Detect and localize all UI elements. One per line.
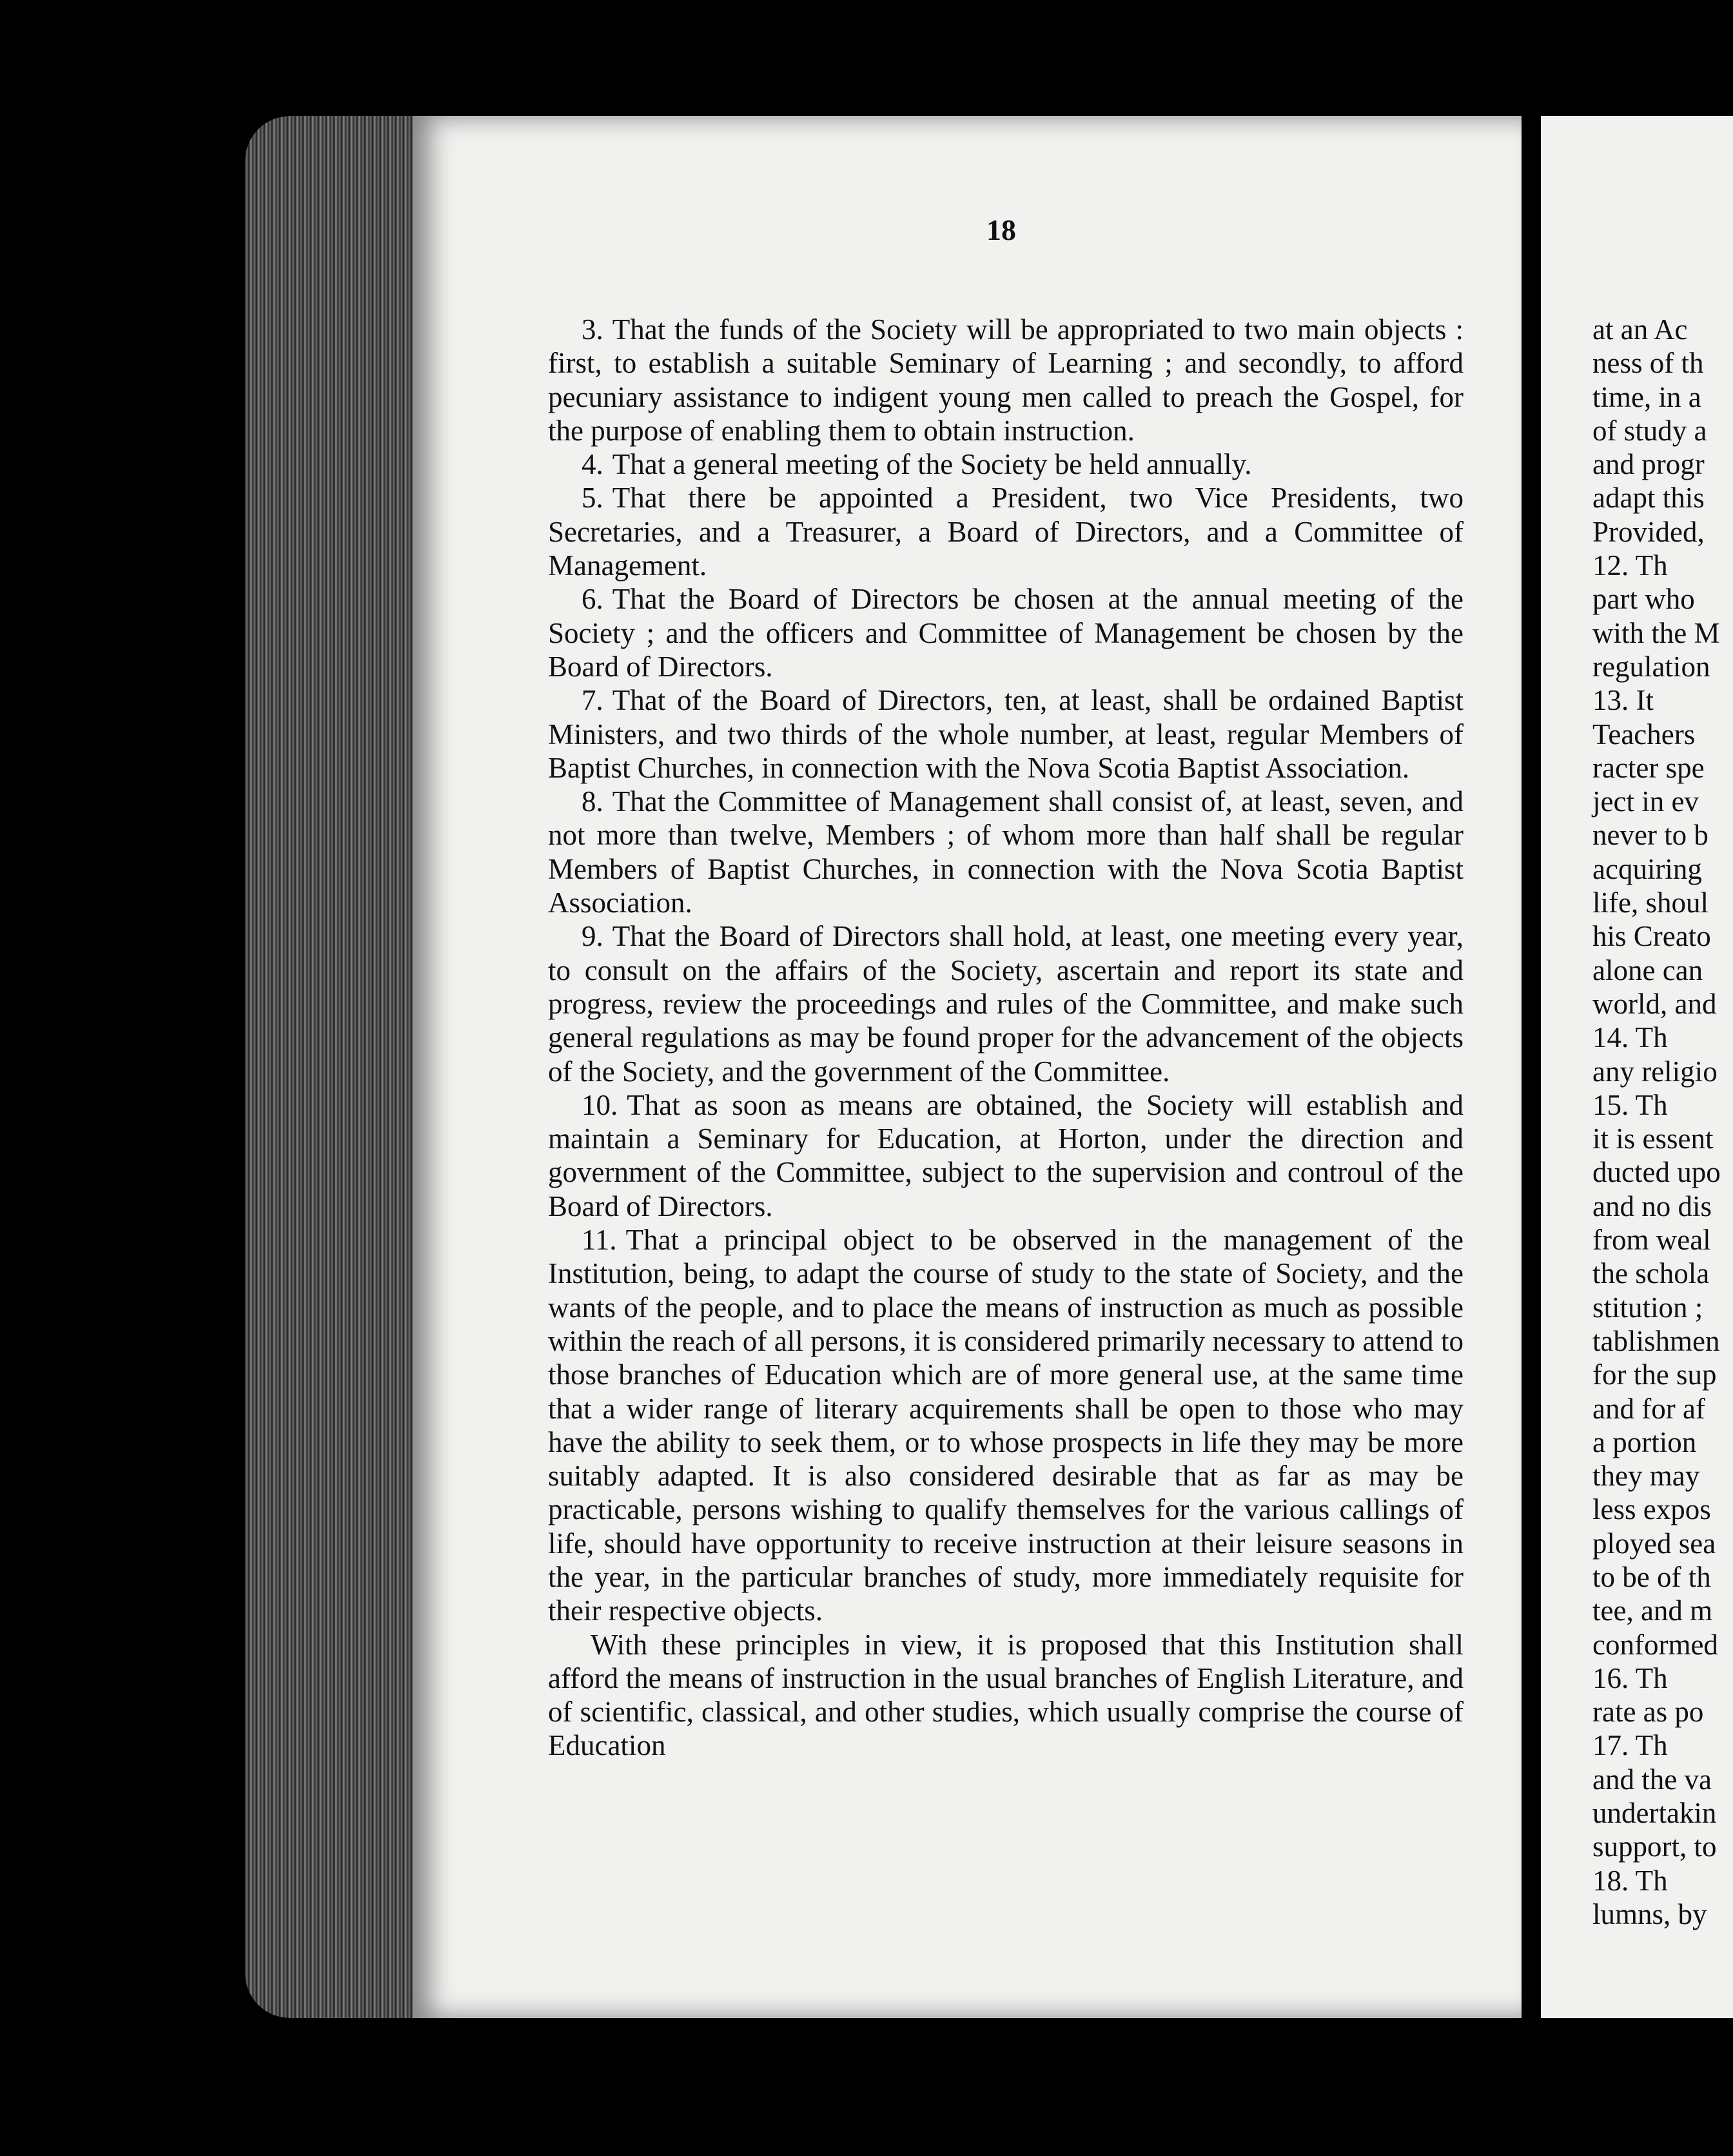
facing-page-line: ject in ev — [1592, 785, 1699, 818]
facing-page-line: stitution ; — [1592, 1291, 1703, 1324]
facing-page-line: adapt this — [1592, 482, 1705, 514]
paragraph: 4. That a general meeting of the Society be held annually. — [582, 448, 1252, 481]
facing-page-line: his Creato — [1592, 920, 1711, 953]
page-number: 18 — [986, 213, 1016, 246]
facing-page-line: they may — [1592, 1460, 1700, 1493]
facing-page-line: of study a — [1592, 414, 1707, 447]
facing-page-line: tablishmen — [1592, 1324, 1720, 1357]
facing-page-line: 14. Th — [1592, 1021, 1668, 1054]
facing-page-line: part who — [1592, 583, 1695, 616]
facing-page-line: support, to — [1592, 1830, 1717, 1863]
paragraph: 9. That the Board of Directors shall hold, at least, one meeting every year, to consult on the affairs of the Society, ascertain and report its state and progress, review the proceedings and rules of the Committee, and make such general regulations as may be found proper for the advancement of the objects of the Society, and the government of the Committee. — [548, 920, 1464, 1088]
facing-page-line: conformed — [1592, 1628, 1718, 1661]
facing-page-line: and progr — [1592, 448, 1705, 481]
facing-page-line: to be of th — [1592, 1560, 1711, 1593]
facing-page-line: and no dis — [1592, 1190, 1712, 1222]
facing-page-line: racter spe — [1592, 751, 1705, 784]
facing-page-line: it is essent — [1592, 1122, 1714, 1155]
facing-page-line: ployed sea — [1592, 1527, 1716, 1560]
facing-page-line: a portion — [1592, 1426, 1697, 1458]
facing-page-line: tee, and m — [1592, 1594, 1713, 1627]
facing-page-line: acquiring — [1592, 852, 1702, 885]
facing-page-line: from weal — [1592, 1224, 1711, 1257]
facing-page-line: and for af — [1592, 1392, 1705, 1425]
facing-page-line: Teachers — [1592, 718, 1696, 750]
facing-page-line: the schola — [1592, 1257, 1710, 1290]
facing-page-line: ness of th — [1592, 347, 1704, 380]
facing-page-line: 15. Th — [1592, 1088, 1668, 1121]
facing-page-line: undertakin — [1592, 1797, 1717, 1830]
facing-page-line: 13. It — [1592, 684, 1654, 717]
facing-page-line: less expos — [1592, 1493, 1711, 1526]
facing-page-line: 12. Th — [1592, 549, 1668, 582]
facing-page-line: for the sup — [1592, 1358, 1717, 1391]
facing-page-line: lumns, by — [1592, 1897, 1707, 1930]
facing-page-line: any religio — [1592, 1055, 1718, 1088]
paragraph: With these principles in view, it is proposed that this Institution shall afford the means of instruction in the usual branches of English Literature, and of scientific, classical, and other studies, which usually comprise the course of Education — [548, 1628, 1464, 1762]
facing-page-line: Provided, — [1592, 515, 1705, 548]
facing-page-line: ducted upo — [1592, 1156, 1721, 1189]
facing-page-line: life, shoul — [1592, 887, 1709, 919]
facing-page-line: regulation — [1592, 650, 1710, 683]
facing-page-line: never to b — [1592, 819, 1709, 852]
paragraph: 6. That the Board of Directors be chosen at the annual meeting of the Society ; and the officers and Committee of Management be chosen by the Board of Directors. — [548, 583, 1464, 683]
paragraph: 8. That the Committee of Management shall consist of, at least, seven, and not more than twelve, Members ; of whom more than half shall be regular Members of Baptist Churches, in connection with the Nova Scotia Baptist Association. — [548, 785, 1464, 919]
facing-page — [1541, 116, 1733, 2018]
facing-page-line: with the M — [1592, 616, 1720, 649]
facing-page-line: time, in a — [1592, 380, 1701, 413]
facing-page-line: and the va — [1592, 1763, 1712, 1796]
paragraph: 10. That as soon as means are obtained, the Society will establish and maintain a Seminary for Education, at Horton, under the direction and government of the Committee, subject to the supervision and controul of the Board of Directors. — [548, 1088, 1464, 1222]
facing-page-line: rate as po — [1592, 1696, 1704, 1729]
paragraph: 5. That there be appointed a President, two Vice Presidents, two Secretaries, and a Treasurer, a Board of Directors, and a Committee of Management. — [548, 482, 1464, 582]
page-body-text — [548, 313, 1464, 1763]
book-gutter — [1522, 116, 1543, 2018]
facing-page-line: at an Ac — [1592, 313, 1688, 346]
facing-page-text — [1592, 313, 1733, 1931]
facing-page-line: 18. Th — [1592, 1864, 1668, 1897]
paragraph: 11. That a principal object to be observed in the management of the Institution, being, to adapt the course of study to the state of Society, and the wants of the people, and to place the means of instruction as much as possible within the reach of all persons, it is considered primarily necessary to attend to those branches of Education which are of more general use, at the same time that a wider range of literary acquirements shall be open to those who may have the ability to seek them, or to whose prospects in life they may be more suitably adapted. It is also considered desirable that as far as may be practicable, persons wishing to qualify themselves for the various callings of life, should have opportunity to receive instruction at their leisure seasons in the year, in the particular branches of study, more immediately requisite for their respective objects. — [548, 1224, 1464, 1627]
paragraph: 7. That of the Board of Directors, ten, at least, shall be ordained Baptist Ministers, and two thirds of the whole number, at least, regular Members of Baptist Churches, in connection with the Nova Scotia Baptist Association. — [548, 684, 1464, 784]
paragraph: 3. That the funds of the Society will be appropriated to two main objects : first, to establish a suitable Seminary of Learning ; and secondly, to afford pecuniary assistance to indigent young men called to preach the Gospel, for the purpose of enabling them to obtain instruction. — [548, 313, 1464, 447]
facing-page-line: 16. Th — [1592, 1661, 1668, 1694]
facing-page-line: 17. Th — [1592, 1729, 1668, 1762]
facing-page-line: alone can — [1592, 954, 1703, 986]
facing-page-line: world, and — [1592, 987, 1717, 1020]
